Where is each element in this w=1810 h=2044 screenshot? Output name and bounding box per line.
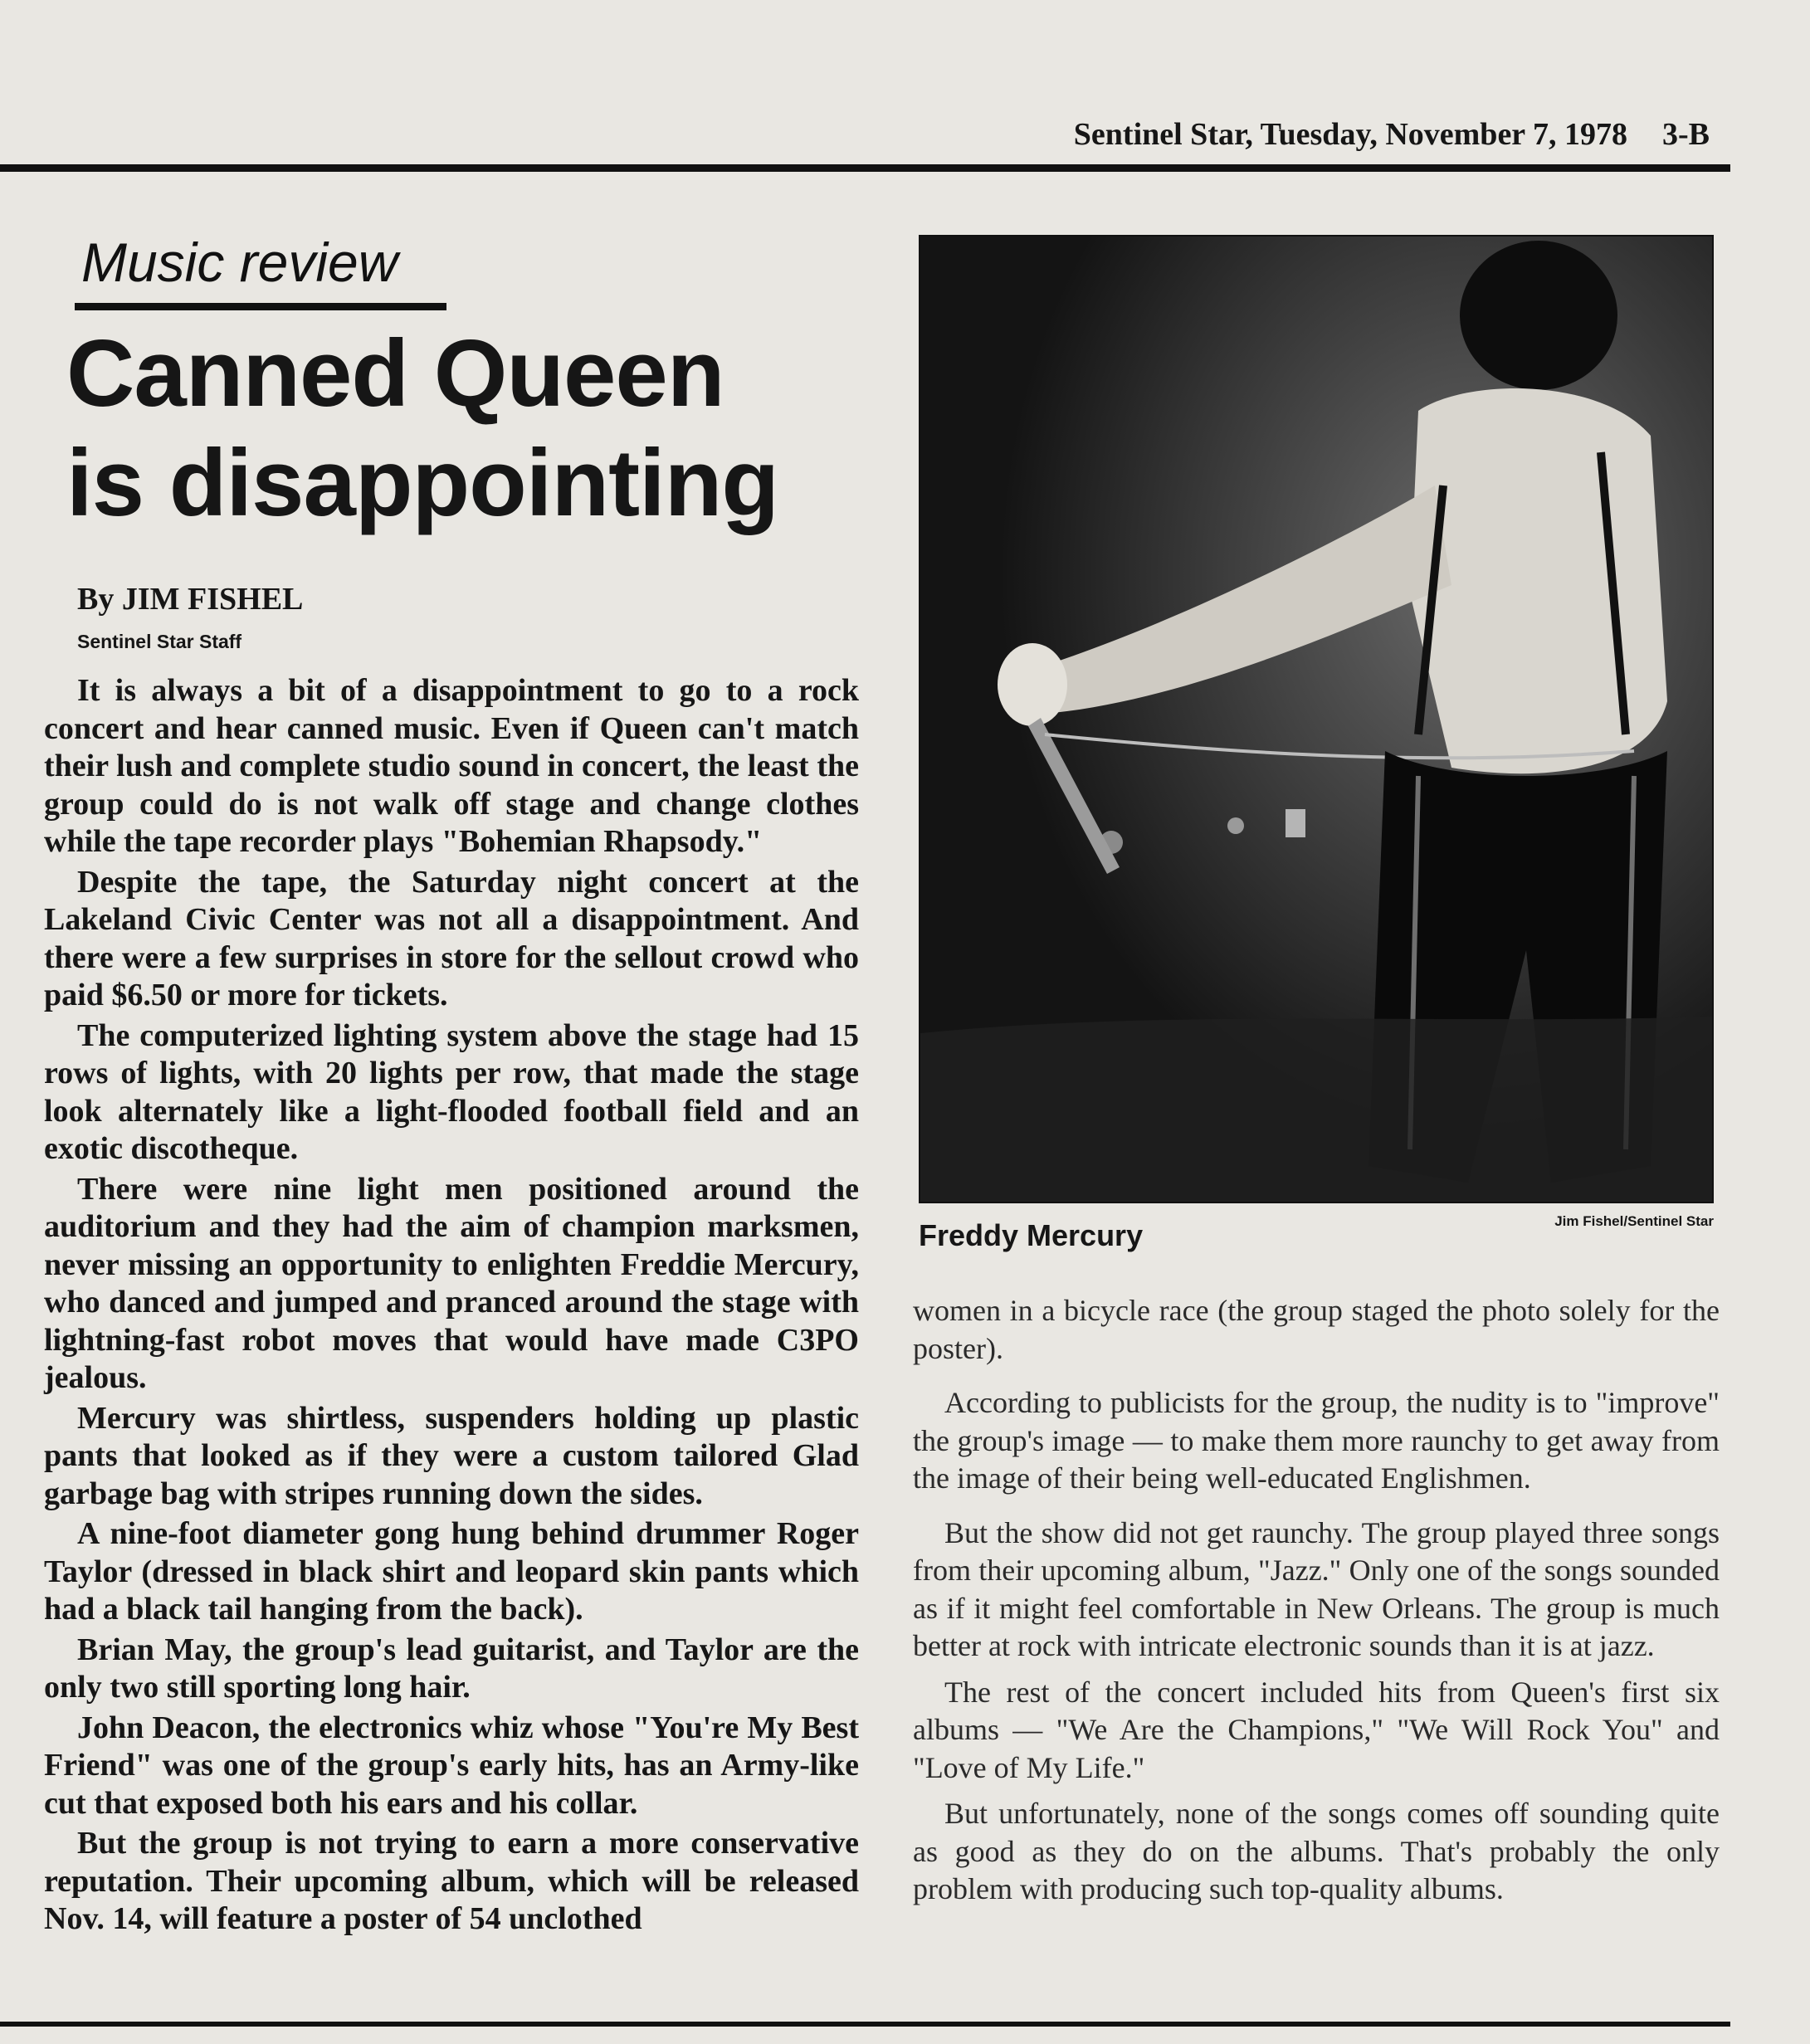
page-number: 3-B	[1662, 117, 1710, 152]
headline-line-1: Canned Queen	[66, 321, 724, 427]
photo-credit: Jim Fishel/Sentinel Star	[1554, 1213, 1714, 1229]
paragraph: A nine-foot diameter gong hung behind drummer Roger Taylor (dressed in black shirt and leopard skin pants which had a black tail hanging from the back).	[44, 1516, 859, 1627]
kicker-underline	[75, 303, 446, 310]
performer-photo-illustration	[920, 237, 1712, 1202]
article-column-left	[44, 672, 859, 1941]
paragraph: Brian May, the group's lead guitarist, and Taylor are the only two still sporting long hair.	[44, 1632, 859, 1705]
paragraph: Despite the tape, the Saturday night concert at the Lakeland Civic Center was not all a disappointment. And there were a few surprises in store for the sellout crowd who paid $6.50 or more for tickets.	[44, 864, 859, 1012]
bottom-rule	[0, 2022, 1730, 2027]
paragraph: There were nine light men positioned around the auditorium and they had the aim of champion marksmen, never missing an opportunity to enlighten Freddie Mercury, who danced and jumped and pranced around the stage with lightning-fast robot moves that would have made C3PO jealous.	[44, 1171, 859, 1395]
byline: By JIM FISHEL	[77, 582, 304, 617]
staff-line: Sentinel Star Staff	[77, 631, 242, 652]
paragraph: But the show did not get raunchy. The group played three songs from their upcoming album, "Jazz." Only one of the songs sounded as if it might feel comfortable in New Orleans. The group is much better at rock with intricate electronic sounds than it is at jazz.	[913, 1515, 1720, 1662]
masthead-date: Sentinel Star, Tuesday, November 7, 1978	[1073, 117, 1627, 152]
top-rule	[0, 164, 1730, 172]
paragraph: It is always a bit of a disappointment to go to a rock concert and hear canned music. Even if Queen can't match their lush and complete studio sound in concert, the least the group could do is not walk off stage and change clothes while the tape recorder plays "Bohemian Rhapsody."	[44, 673, 859, 859]
headline-line-2: is disappointing	[66, 431, 778, 536]
article-column-right	[913, 1292, 1720, 1917]
paragraph: women in a bicycle race (the group staged the photo solely for the poster).	[913, 1294, 1720, 1365]
paragraph: The rest of the concert included hits from Queen's first six albums — "We Are the Champions," "We Will Rock You" and "Love of My Life."	[913, 1675, 1720, 1784]
paragraph: But the group is not trying to earn a more conservative reputation. Their upcoming album, which will be released Nov. 14, will feature a poster of 54 unclothed	[44, 1826, 859, 1936]
paragraph: According to publicists for the group, the nudity is to "improve" the group's image — to make them more raunchy to get away from the image of their being well-educated Englishmen.	[913, 1386, 1720, 1495]
paragraph: Mercury was shirtless, suspenders holding up plastic pants that looked as if they were a custom tailored Glad garbage bag with stripes running down the sides.	[44, 1400, 859, 1511]
paragraph: But unfortunately, none of the songs comes off sounding quite as good as they do on the albums. That's probably the only problem with producing such top-quality albums.	[913, 1797, 1720, 1905]
masthead	[946, 116, 1710, 153]
concert-photo	[919, 235, 1714, 1203]
paragraph: John Deacon, the electronics whiz whose "You're My Best Friend" was one of the group's early hits, has an Army-like cut that exposed both his ears and his collar.	[44, 1710, 859, 1821]
paragraph: The computerized lighting system above the stage had 15 rows of lights, with 20 lights per row, that made the stage look alternately like a light-flooded football field and an exotic discotheque.	[44, 1017, 859, 1166]
photo-caption: Freddy Mercury	[919, 1218, 1144, 1252]
headline	[66, 320, 880, 539]
section-kicker: Music review	[81, 232, 398, 293]
